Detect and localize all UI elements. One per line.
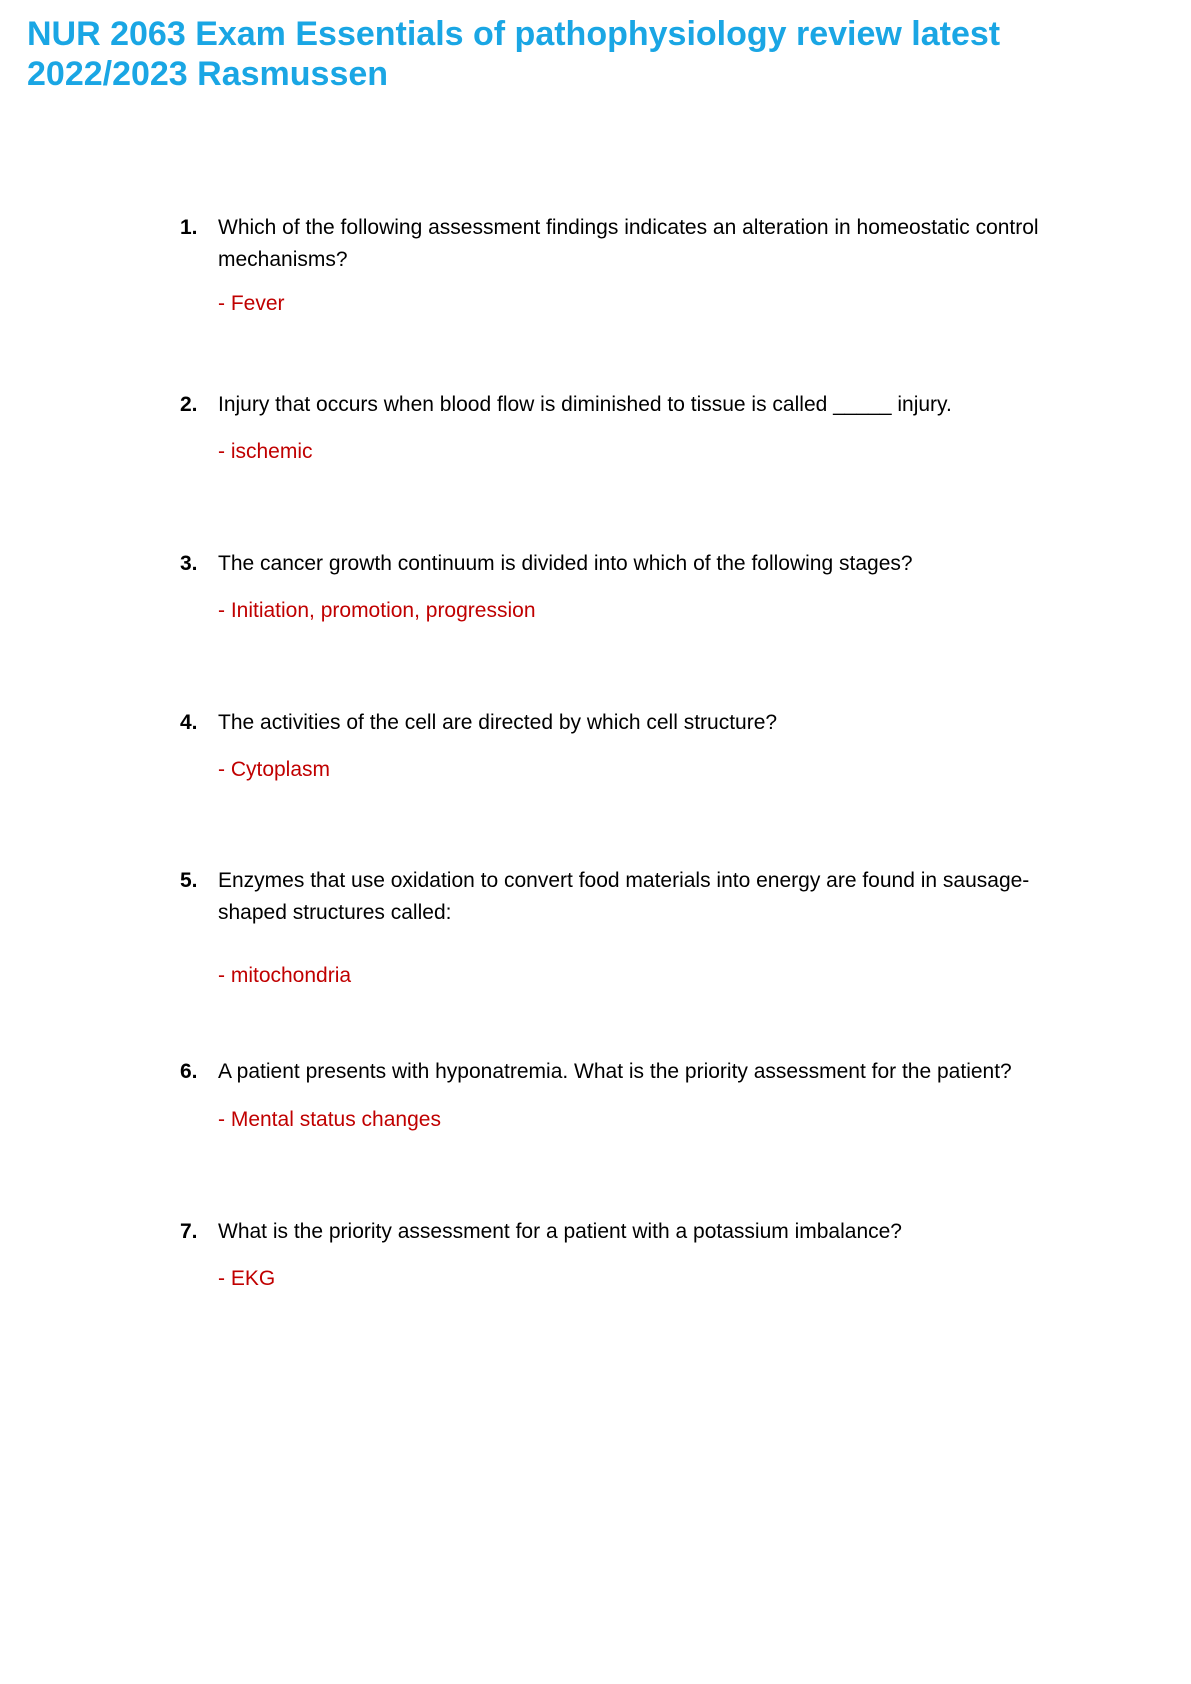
answer-text: - Fever <box>218 292 285 315</box>
question-text: The cancer growth continuum is divided into which of the following stages? <box>218 552 913 575</box>
page-title: NUR 2063 Exam Essentials of pathophysiology review latest 2022/2023 Rasmussen <box>27 15 1001 93</box>
question-text: The activities of the cell are directed by which cell structure? <box>218 711 778 734</box>
answer-text: - ischemic <box>218 440 313 463</box>
answer-text: - Cytoplasm <box>218 758 331 781</box>
answer-text: - Initiation, promotion, progression <box>218 599 536 622</box>
question-text: Which of the following assessment findings indicates an alteration in homeostatic control mechanisms? <box>218 216 1039 271</box>
question-number: 6. <box>180 1060 198 1083</box>
question-number: 3. <box>180 552 198 575</box>
question-text: A patient presents with hyponatremia. What is the priority assessment for the patient? <box>218 1060 1012 1083</box>
answer-text: - mitochondria <box>218 964 352 987</box>
question-number: 2. <box>180 393 198 416</box>
question-text: What is the priority assessment for a patient with a potassium imbalance? <box>218 1220 902 1243</box>
answer-text: - EKG <box>218 1267 276 1290</box>
question-number: 5. <box>180 869 198 892</box>
question-number: 4. <box>180 711 198 734</box>
question-number: 7. <box>180 1220 198 1243</box>
answer-text: - Mental status changes <box>218 1108 441 1131</box>
question-text: Injury that occurs when blood flow is diminished to tissue is called _____ injury. <box>218 393 952 416</box>
question-number: 1. <box>180 216 198 239</box>
question-text: Enzymes that use oxidation to convert food materials into energy are found in sausage-shaped structures called: <box>218 869 1030 924</box>
